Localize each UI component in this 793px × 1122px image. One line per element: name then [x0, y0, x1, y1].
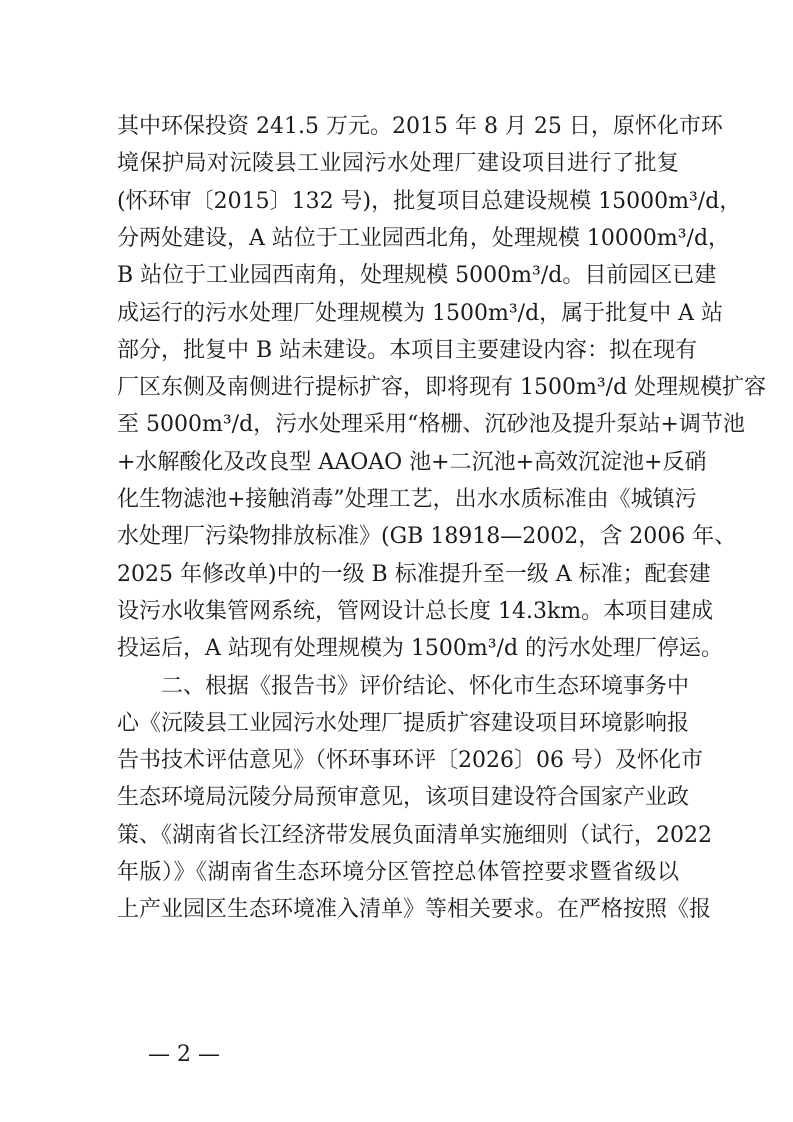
- text-line: B 站位于工业园西南角，处理规模 5000m³/d。目前园区已建: [117, 263, 717, 289]
- text-line: 告书技术评估意见》（怀环事环评〔2026〕06 号）及怀化市: [117, 748, 703, 774]
- text-line: 投运后，A 站现有处理规模为 1500m³/d 的污水处理厂停运。: [117, 636, 724, 662]
- text-line: 心《沅陵县工业园污水处理厂提质扩容建设项目环境影响报: [117, 710, 690, 736]
- text-line: 年版）》《湖南省生态环境分区管控总体管控要求暨省级以: [117, 860, 679, 885]
- text-line: 策、《湖南省长江经济带发展负面清单实施细则（试行，2022: [117, 822, 712, 848]
- text-line: 至 5000m³/d，污水处理采用“格栅、沉砂池及提升泵站+调节池: [117, 412, 745, 438]
- text-line: 分两处建设，A 站位于工业园西北角，处理规模 10000m³/d，: [117, 225, 731, 251]
- text-line: 部分，批复中 B 站未建设。本项目主要建设内容：拟在现有: [117, 337, 698, 363]
- text-line: 设污水收集管网系统，管网设计总长度 14.3km。本项目建成: [117, 598, 714, 624]
- page-number: — 2 —: [148, 1042, 220, 1067]
- text-line: 二、根据《报告书》评价结论、怀化市生态环境事务中: [117, 673, 690, 699]
- text-line: 其中环保投资 241.5 万元。2015 年 8 月 25 日，原怀化市环: [117, 114, 723, 139]
- text-line: (怀环审〔2015〕132 号)，批复项目总建设规模 15000m³/d，: [117, 188, 742, 214]
- text-line: 境保护局对沅陵县工业园污水处理厂建设项目进行了批复: [117, 151, 679, 177]
- text-line: 2025 年修改单)中的一级 B 标准提升至一级 A 标准；配套建: [117, 561, 711, 587]
- text-line: 厂区东侧及南侧进行提标扩容，即将现有 1500m³/d 处理规模扩容: [117, 375, 767, 401]
- text-line: 成运行的污水处理厂处理规模为 1500m³/d，属于批复中 A 站: [117, 300, 724, 326]
- text-line: 水处理厂污染物排放标准》(GB 18918—2002，含 2006 年、: [117, 524, 737, 550]
- text-line: 上产业园区生态环境准入清单》等相关要求。在严格按照《报: [117, 897, 712, 923]
- text-line: +水解酸化及改良型 AAOAO 池+二沉池+高效沉淀池+反硝: [117, 449, 707, 475]
- text-line: 化生物滤池+接触消毒”处理工艺，出水水质标准由《城镇污: [117, 487, 697, 512]
- text-line: 生态环境局沅陵分局预审意见，该项目建设符合国家产业政: [117, 785, 690, 811]
